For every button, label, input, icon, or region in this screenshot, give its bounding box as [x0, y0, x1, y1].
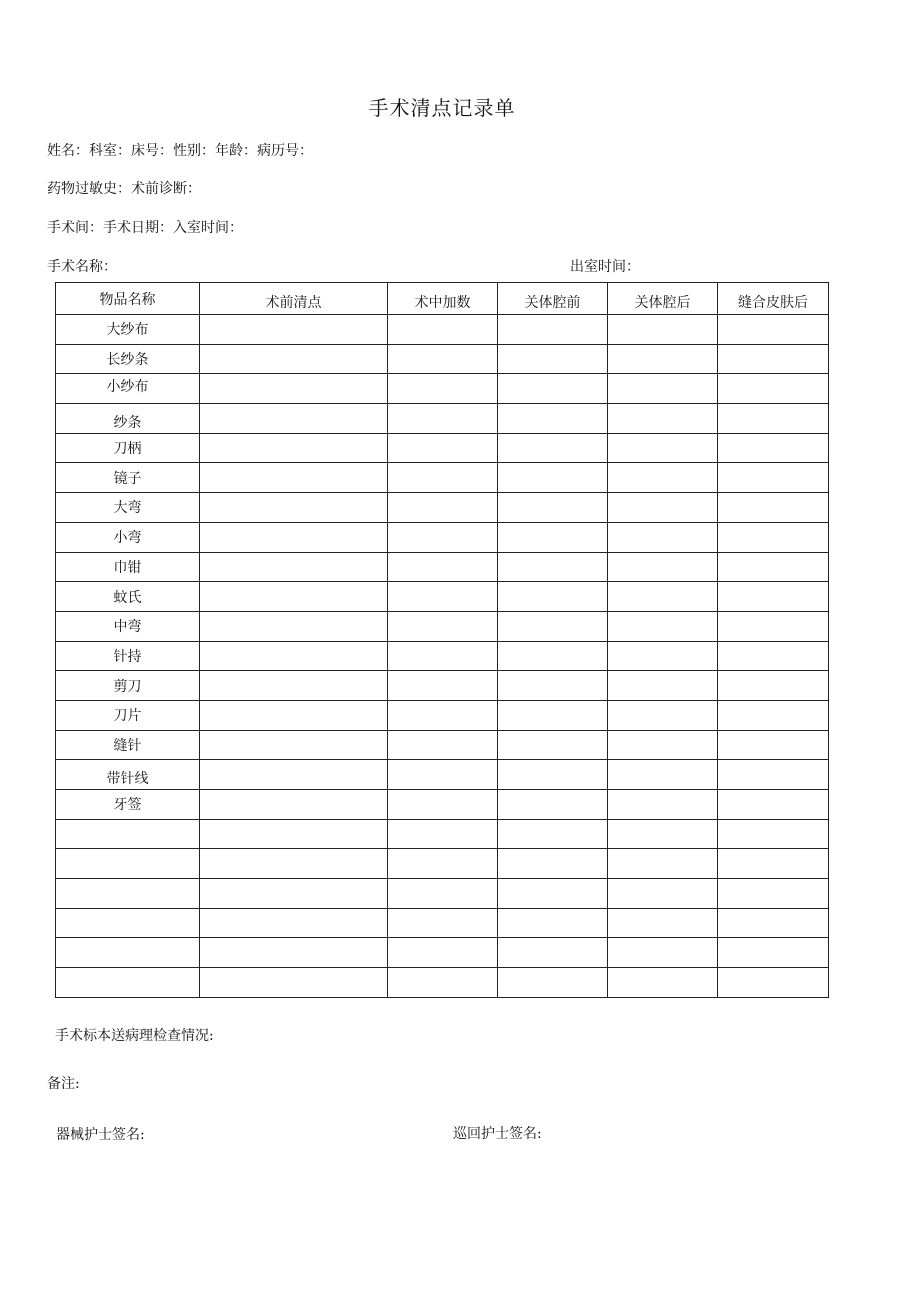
count-cell[interactable] [608, 641, 718, 671]
count-cell[interactable] [200, 671, 388, 701]
count-cell[interactable] [718, 315, 829, 345]
count-cell[interactable] [388, 493, 498, 523]
item-name-cell: 蚊氏 [56, 582, 200, 612]
table-row [56, 730, 829, 760]
item-name-cell [56, 908, 200, 938]
item-name-cell [56, 968, 200, 998]
header-after-closing-cavity: 关体腔后 [608, 283, 718, 315]
count-cell[interactable] [388, 582, 498, 612]
count-cell[interactable] [200, 315, 388, 345]
patient-info-line: 姓名：科室：床号：性别：年龄：病历号： [47, 143, 313, 159]
count-cell[interactable] [718, 760, 829, 790]
operating-room-line: 手术间：手术日期：入室时间： [47, 220, 243, 236]
count-cell[interactable] [498, 908, 608, 938]
count-cell[interactable] [608, 582, 718, 612]
count-cell[interactable] [718, 493, 829, 523]
count-cell[interactable] [388, 315, 498, 345]
count-cell[interactable] [718, 522, 829, 552]
remarks-label: 备注: [47, 1076, 80, 1092]
count-cell[interactable] [718, 344, 829, 374]
count-cell[interactable] [388, 522, 498, 552]
count-cell[interactable] [498, 879, 608, 909]
count-cell[interactable] [388, 849, 498, 879]
item-name-cell: 长纱条 [56, 344, 200, 374]
instrument-count-table [55, 282, 829, 998]
count-cell[interactable] [718, 671, 829, 701]
circulating-nurse-signature-label: 巡回护士签名: [453, 1126, 542, 1142]
count-cell[interactable] [608, 908, 718, 938]
count-cell[interactable] [200, 611, 388, 641]
item-name-cell: 带针线 [56, 760, 200, 790]
count-cell[interactable] [498, 374, 608, 404]
count-cell[interactable] [498, 611, 608, 641]
table-row [56, 641, 829, 671]
count-cell[interactable] [388, 730, 498, 760]
item-name-cell: 牙签 [56, 790, 200, 820]
count-cell[interactable] [608, 315, 718, 345]
item-name-cell: 刀片 [56, 700, 200, 730]
specimen-label: 手术标本送病理检查情况: [55, 1028, 214, 1044]
count-cell[interactable] [200, 968, 388, 998]
item-name-cell: 剪刀 [56, 671, 200, 701]
table-row [56, 611, 829, 641]
table-row [56, 849, 829, 879]
count-cell[interactable] [718, 790, 829, 820]
count-cell[interactable] [718, 879, 829, 909]
table-row [56, 938, 829, 968]
count-cell[interactable] [200, 908, 388, 938]
count-cell[interactable] [718, 819, 829, 849]
table-row [56, 968, 829, 998]
count-cell[interactable] [498, 760, 608, 790]
count-cell[interactable] [718, 433, 829, 463]
table-row [56, 908, 829, 938]
allergy-diagnosis-line: 药物过敏史：术前诊断： [47, 181, 201, 197]
table-row [56, 344, 829, 374]
count-cell[interactable] [388, 671, 498, 701]
header-pre-op-count: 术前清点 [200, 283, 388, 315]
scrub-nurse-signature-label: 器械护士签名: [56, 1127, 145, 1143]
item-name-cell: 大纱布 [56, 315, 200, 345]
item-name-cell: 针持 [56, 641, 200, 671]
count-cell[interactable] [388, 404, 498, 434]
header-item-name: 物品名称 [56, 283, 200, 315]
item-name-cell: 巾钳 [56, 552, 200, 582]
count-cell[interactable] [388, 968, 498, 998]
count-cell[interactable] [608, 760, 718, 790]
item-name-cell: 大弯 [56, 493, 200, 523]
count-cell[interactable] [388, 879, 498, 909]
count-cell[interactable] [388, 819, 498, 849]
count-cell[interactable] [498, 315, 608, 345]
count-cell[interactable] [608, 344, 718, 374]
header-before-closing-cavity: 关体腔前 [498, 283, 608, 315]
header-intra-op-added: 术中加数 [388, 283, 498, 315]
item-name-cell: 小纱布 [56, 374, 200, 404]
count-cell[interactable] [200, 522, 388, 552]
count-cell[interactable] [718, 641, 829, 671]
count-cell[interactable] [498, 552, 608, 582]
count-cell[interactable] [200, 404, 388, 434]
count-cell[interactable] [608, 938, 718, 968]
count-cell[interactable] [718, 730, 829, 760]
count-cell[interactable] [608, 700, 718, 730]
count-cell[interactable] [200, 760, 388, 790]
count-cell[interactable] [498, 700, 608, 730]
count-cell[interactable] [608, 819, 718, 849]
count-cell[interactable] [388, 463, 498, 493]
table-row [56, 493, 829, 523]
table-row [56, 522, 829, 552]
count-cell[interactable] [200, 730, 388, 760]
count-cell[interactable] [388, 552, 498, 582]
count-cell[interactable] [498, 493, 608, 523]
exit-time-label: 出室时间： [570, 259, 640, 275]
count-cell[interactable] [200, 433, 388, 463]
count-cell[interactable] [200, 344, 388, 374]
count-cell[interactable] [200, 374, 388, 404]
count-cell[interactable] [718, 700, 829, 730]
count-cell[interactable] [388, 938, 498, 968]
item-name-cell: 中弯 [56, 611, 200, 641]
count-cell[interactable] [200, 819, 388, 849]
table-row [56, 790, 829, 820]
count-cell[interactable] [388, 700, 498, 730]
count-cell[interactable] [200, 849, 388, 879]
count-cell[interactable] [388, 790, 498, 820]
item-name-cell [56, 819, 200, 849]
count-cell[interactable] [718, 611, 829, 641]
table-header-row [56, 283, 829, 315]
count-cell[interactable] [498, 671, 608, 701]
table-row [56, 700, 829, 730]
count-cell[interactable] [200, 790, 388, 820]
item-name-cell: 刀柄 [56, 433, 200, 463]
table-row [56, 582, 829, 612]
count-cell[interactable] [200, 879, 388, 909]
item-name-cell: 小弯 [56, 522, 200, 552]
count-cell[interactable] [498, 433, 608, 463]
count-cell[interactable] [498, 849, 608, 879]
count-cell[interactable] [200, 493, 388, 523]
count-cell[interactable] [388, 433, 498, 463]
count-cell[interactable] [498, 641, 608, 671]
count-cell[interactable] [200, 463, 388, 493]
count-cell[interactable] [498, 404, 608, 434]
count-cell[interactable] [608, 374, 718, 404]
table-row [56, 404, 829, 434]
count-cell[interactable] [718, 552, 829, 582]
item-name-cell: 缝针 [56, 730, 200, 760]
table-row [56, 433, 829, 463]
count-cell[interactable] [718, 849, 829, 879]
item-name-cell [56, 849, 200, 879]
count-cell[interactable] [608, 493, 718, 523]
table-row [56, 315, 829, 345]
count-cell[interactable] [388, 641, 498, 671]
count-cell[interactable] [388, 908, 498, 938]
count-cell[interactable] [608, 730, 718, 760]
count-cell[interactable] [498, 463, 608, 493]
count-cell[interactable] [388, 611, 498, 641]
item-name-cell: 镜子 [56, 463, 200, 493]
count-cell[interactable] [608, 671, 718, 701]
table-row [56, 552, 829, 582]
item-name-cell [56, 938, 200, 968]
page-title: 手术清点记录单 [368, 96, 516, 120]
count-cell[interactable] [608, 790, 718, 820]
count-cell[interactable] [388, 760, 498, 790]
table-row [56, 879, 829, 909]
count-cell[interactable] [608, 552, 718, 582]
count-cell[interactable] [388, 344, 498, 374]
item-name-cell [56, 879, 200, 909]
count-cell[interactable] [498, 522, 608, 552]
count-cell[interactable] [608, 968, 718, 998]
count-cell[interactable] [200, 938, 388, 968]
count-cell[interactable] [718, 582, 829, 612]
surgery-name-label: 手术名称： [47, 259, 117, 275]
count-cell[interactable] [718, 404, 829, 434]
count-cell[interactable] [608, 404, 718, 434]
count-cell[interactable] [200, 582, 388, 612]
table-row [56, 463, 829, 493]
table-row [56, 819, 829, 849]
count-cell[interactable] [718, 374, 829, 404]
count-cell[interactable] [498, 582, 608, 612]
header-after-skin-suture: 缝合皮肤后 [718, 283, 829, 315]
count-cell[interactable] [388, 374, 498, 404]
count-cell[interactable] [608, 463, 718, 493]
count-cell[interactable] [718, 938, 829, 968]
count-cell[interactable] [498, 819, 608, 849]
count-cell[interactable] [498, 938, 608, 968]
table-row [56, 671, 829, 701]
count-cell[interactable] [608, 849, 718, 879]
count-cell[interactable] [498, 730, 608, 760]
count-cell[interactable] [608, 433, 718, 463]
count-cell[interactable] [718, 908, 829, 938]
count-cell[interactable] [498, 968, 608, 998]
count-cell[interactable] [718, 463, 829, 493]
count-cell[interactable] [498, 790, 608, 820]
table-row [56, 374, 829, 404]
count-cell[interactable] [200, 641, 388, 671]
count-cell[interactable] [200, 552, 388, 582]
table-row [56, 760, 829, 790]
item-name-cell: 纱条 [56, 404, 200, 434]
count-cell[interactable] [718, 968, 829, 998]
count-cell[interactable] [608, 522, 718, 552]
count-cell[interactable] [200, 700, 388, 730]
count-cell[interactable] [608, 611, 718, 641]
count-cell[interactable] [498, 344, 608, 374]
count-cell[interactable] [608, 879, 718, 909]
